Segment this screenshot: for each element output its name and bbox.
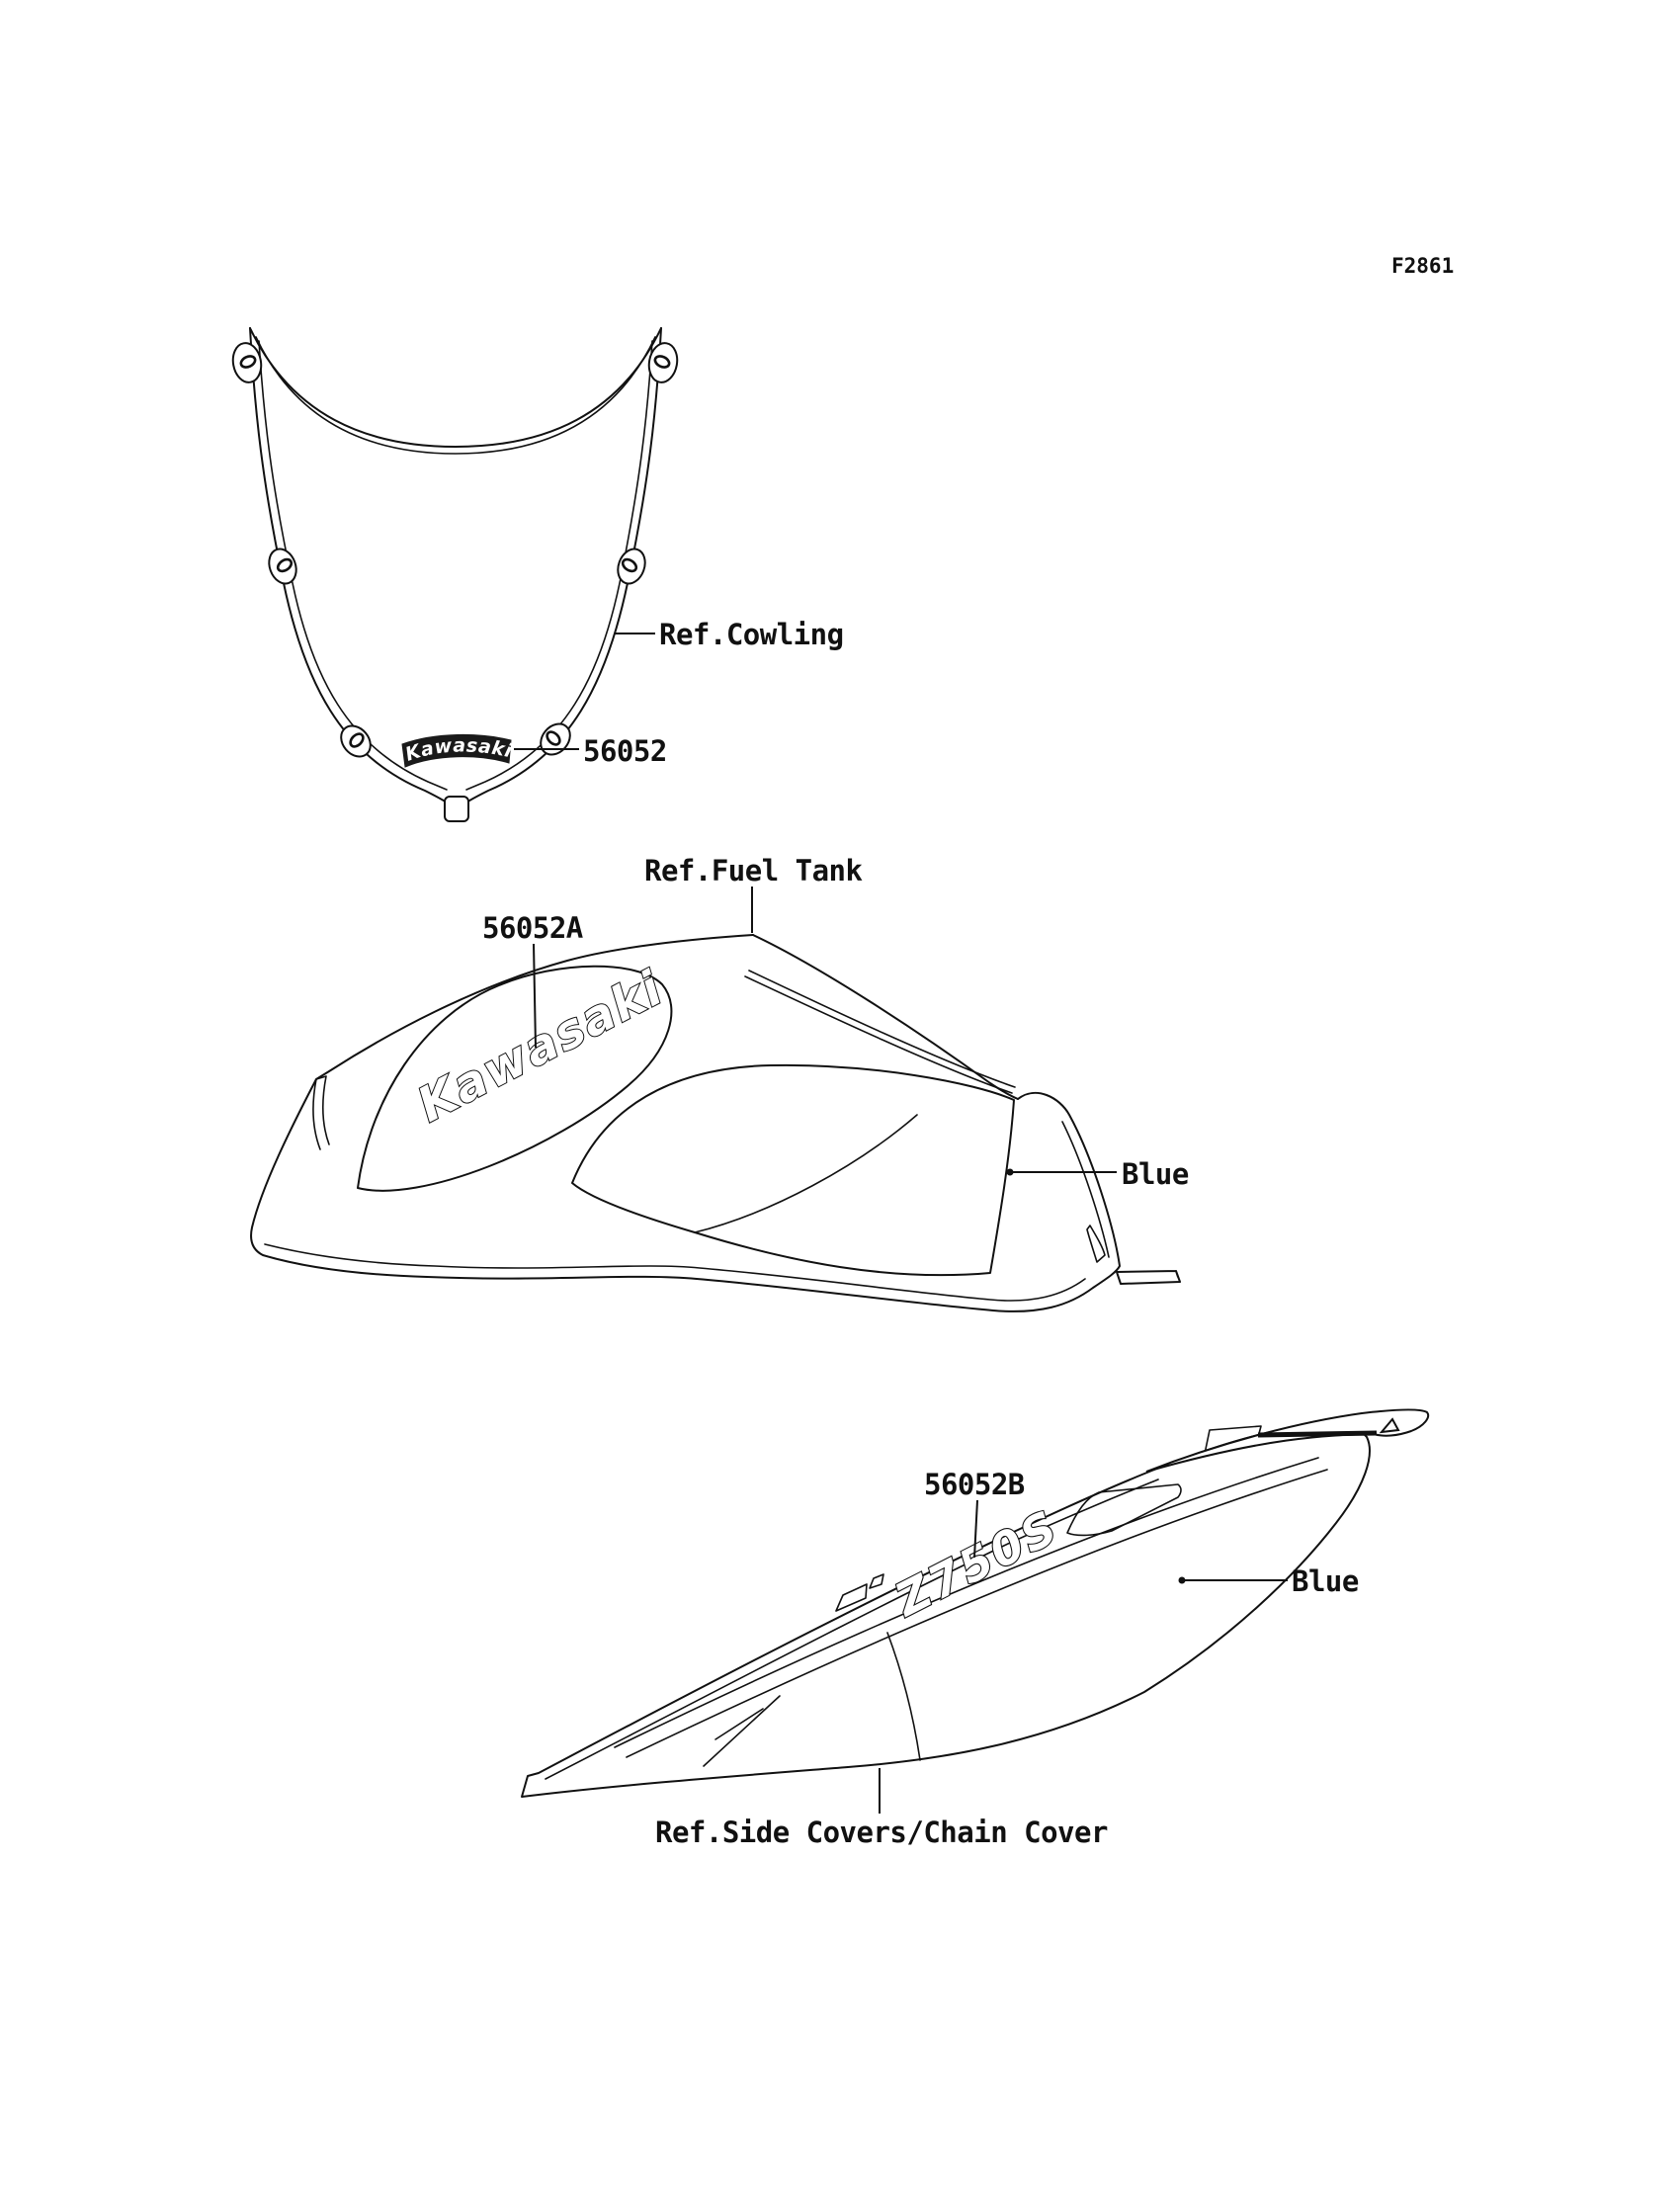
side-cover-color-label: Blue [1292,1564,1359,1598]
fuel-tank-ref-label: Ref.Fuel Tank [644,854,863,887]
tank-right-slope [753,935,1018,1099]
side-cover-split-line [887,1633,920,1760]
tank-outline [251,935,1120,1311]
side-cover-trim-strip [546,1479,1158,1779]
cowling-diagram [230,328,844,821]
fuel-tank-color-label: Blue [1122,1157,1189,1191]
cowling-part-number: 56052 [583,734,667,768]
side-cover-ref-label: Ref.Side Covers/Chain Cover [655,1816,1108,1849]
side-cover-creases [615,1458,1327,1757]
tank-knee-panel [572,1065,1014,1275]
fuel-tank-part-number: 56052A [482,911,583,945]
cowling-bottom-tab [445,797,468,821]
kawasaki-decal-cowling-text: Kawasaki [402,734,515,766]
fuel-tank-diagram [251,854,1189,1311]
z750s-decal: Z750S [886,1499,1068,1627]
cowling-top-edge-outer [250,328,661,447]
side-cover-diagram [522,1409,1428,1849]
side-cover-beak-shadow [1258,1433,1377,1435]
side-cover-part-number: 56052B [924,1468,1025,1501]
tank-right-inner-line [1062,1122,1109,1257]
tank-seam-lines [745,971,1015,1093]
cowling-ref-label: Ref.Cowling [659,618,844,651]
figure-code: F2861 [1391,254,1455,278]
tank-bottom-inner-line [265,1244,1085,1301]
kawasaki-decal-tank: Kawasaki [408,960,673,1134]
cowling-mount-ears [230,341,681,766]
tank-knee-crease [695,1115,917,1232]
kawasaki-decal-cowling [402,734,514,767]
tank-step-strip [1117,1271,1180,1284]
side-cover-accent-lines [704,1696,780,1766]
tank-front-flap [313,1076,329,1149]
cowling-top-edge-inner [256,337,655,454]
side-cover-beak [1146,1409,1428,1472]
